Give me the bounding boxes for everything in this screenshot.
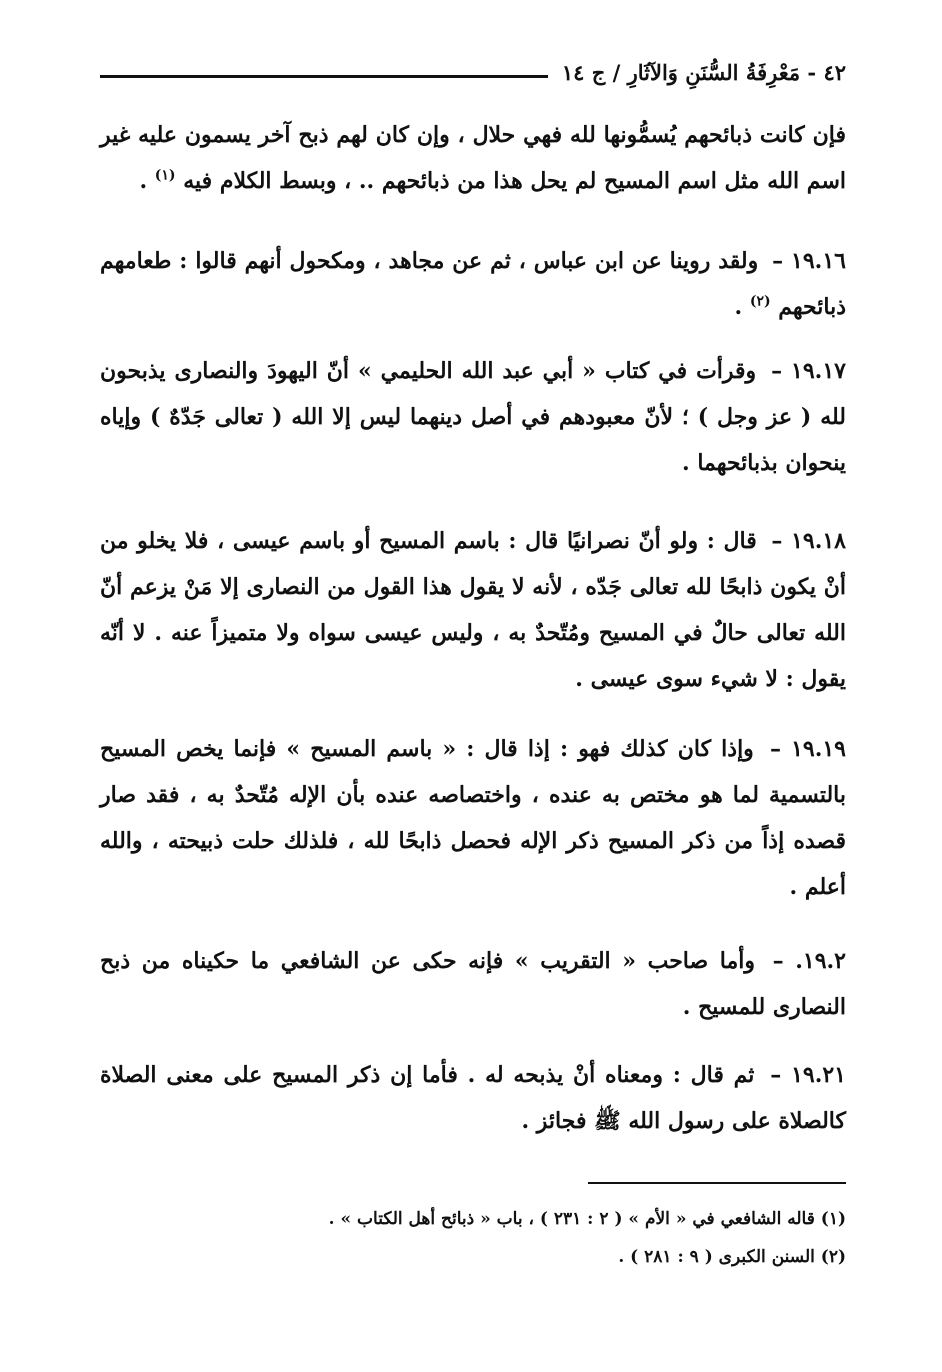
paragraph-number: ١٩.٢. – xyxy=(772,948,846,974)
footnote-ref-2[interactable]: (٢) xyxy=(749,293,771,310)
paragraph-19-20 xyxy=(100,938,846,1030)
paragraph-19-16 xyxy=(100,238,846,330)
paragraph-19-19 xyxy=(100,726,846,910)
running-title: ٤٢ - مَعْرِفَةُ السُّنَنِ وَالآثَارِ / ج ١٤ xyxy=(561,59,846,85)
paragraph-text: وقرأت في كتاب « أبي عبد الله الحليمي » أنّ اليهودَ والنصارى يذبحون لله ( عز وجل ) ؛ لأنّ معبودهم في أصل دينهما ليس إلا الله ( تعالى جَدّهٌ ) وإياه ينحوان بذبائحهما . xyxy=(100,358,846,476)
paragraph-text: فإن كانت ذبائحهم يُسمُّونها لله فهي حلال ، وإن كان لهم ذبح آخر يسمون عليه غير اسم الله مثل اسم المسيح لم يحل هذا من ذبائحهم .. ، وبسط الكلام فيه xyxy=(100,122,846,194)
paragraph-number: ١٩.١٧ – xyxy=(771,358,846,384)
header-rule xyxy=(100,75,548,78)
paragraph-text: ثم قال : ومعناه أنْ يذبحه له . فأما إن ذكر المسيح على معنى الصلاة كالصلاة على رسول الله ﷺ فجائز . xyxy=(100,1062,846,1134)
paragraph-tail: . xyxy=(139,168,155,194)
paragraph-tail: . xyxy=(734,294,750,320)
paragraph-text: ولقد روينا عن ابن عباس ، ثم عن مجاهد ، ومكحول أنهم قالوا : طعامهم ذبائحهم xyxy=(100,248,846,320)
paragraph-19-18 xyxy=(100,518,846,702)
paragraph-number: ١٩.١٦ – xyxy=(772,248,846,274)
paragraph-19-21 xyxy=(100,1052,846,1144)
paragraph-intro xyxy=(100,112,846,204)
running-head xyxy=(100,54,846,90)
footnote-2: (٢) السنن الكبرى ( ٩ : ٢٨١ ) . xyxy=(618,1247,846,1267)
paragraph-19-17 xyxy=(100,348,846,486)
paragraph-text: وإذا كان كذلك فهو : إذا قال : « باسم المسيح » فإنما يخص المسيح بالتسمية لما هو مختص به عنده ، واختصاصه عنده بأن الإله مُتّحدٌ به ، فقد صار قصده إذاً من ذكر المسيح ذكر الإله فحصل ذابحًا لله ، فلذلك حلت ذبيحته ، والله أعلم . xyxy=(100,736,846,900)
book-page xyxy=(100,0,846,1372)
footnote-1: (١) قاله الشافعي في « الأم » ( ٢ : ٢٣١ ) ، باب « ذبائح أهل الكتاب » . xyxy=(328,1209,846,1229)
paragraph-number: ١٩.١٨ – xyxy=(771,528,846,554)
footnote-rule xyxy=(588,1182,846,1184)
paragraph-number: ١٩.٢١ – xyxy=(770,1062,846,1088)
paragraph-number: ١٩.١٩ – xyxy=(769,736,846,762)
footnote-ref-1[interactable]: (١) xyxy=(154,167,176,184)
paragraph-text: قال : ولو أنّ نصرانيًا قال : باسم المسيح أو باسم عيسى ، فلا يخلو من أنْ يكون ذابحًا لله تعالى جَدّه ، لأنه لا يقول هذا القول من النصارى إلا مَنْ يزعم أنّ الله تعالى حالٌ في المسيح ومُتّحدٌ به ، وليس عيسى سواه ولا متميزاً عنه . لا أنّه يقول : لا شيء سوى عيسى . xyxy=(100,528,846,692)
paragraph-text: وأما صاحب « التقريب » فإنه حكى عن الشافعي ما حكيناه من ذبح النصارى للمسيح . xyxy=(100,948,846,1020)
